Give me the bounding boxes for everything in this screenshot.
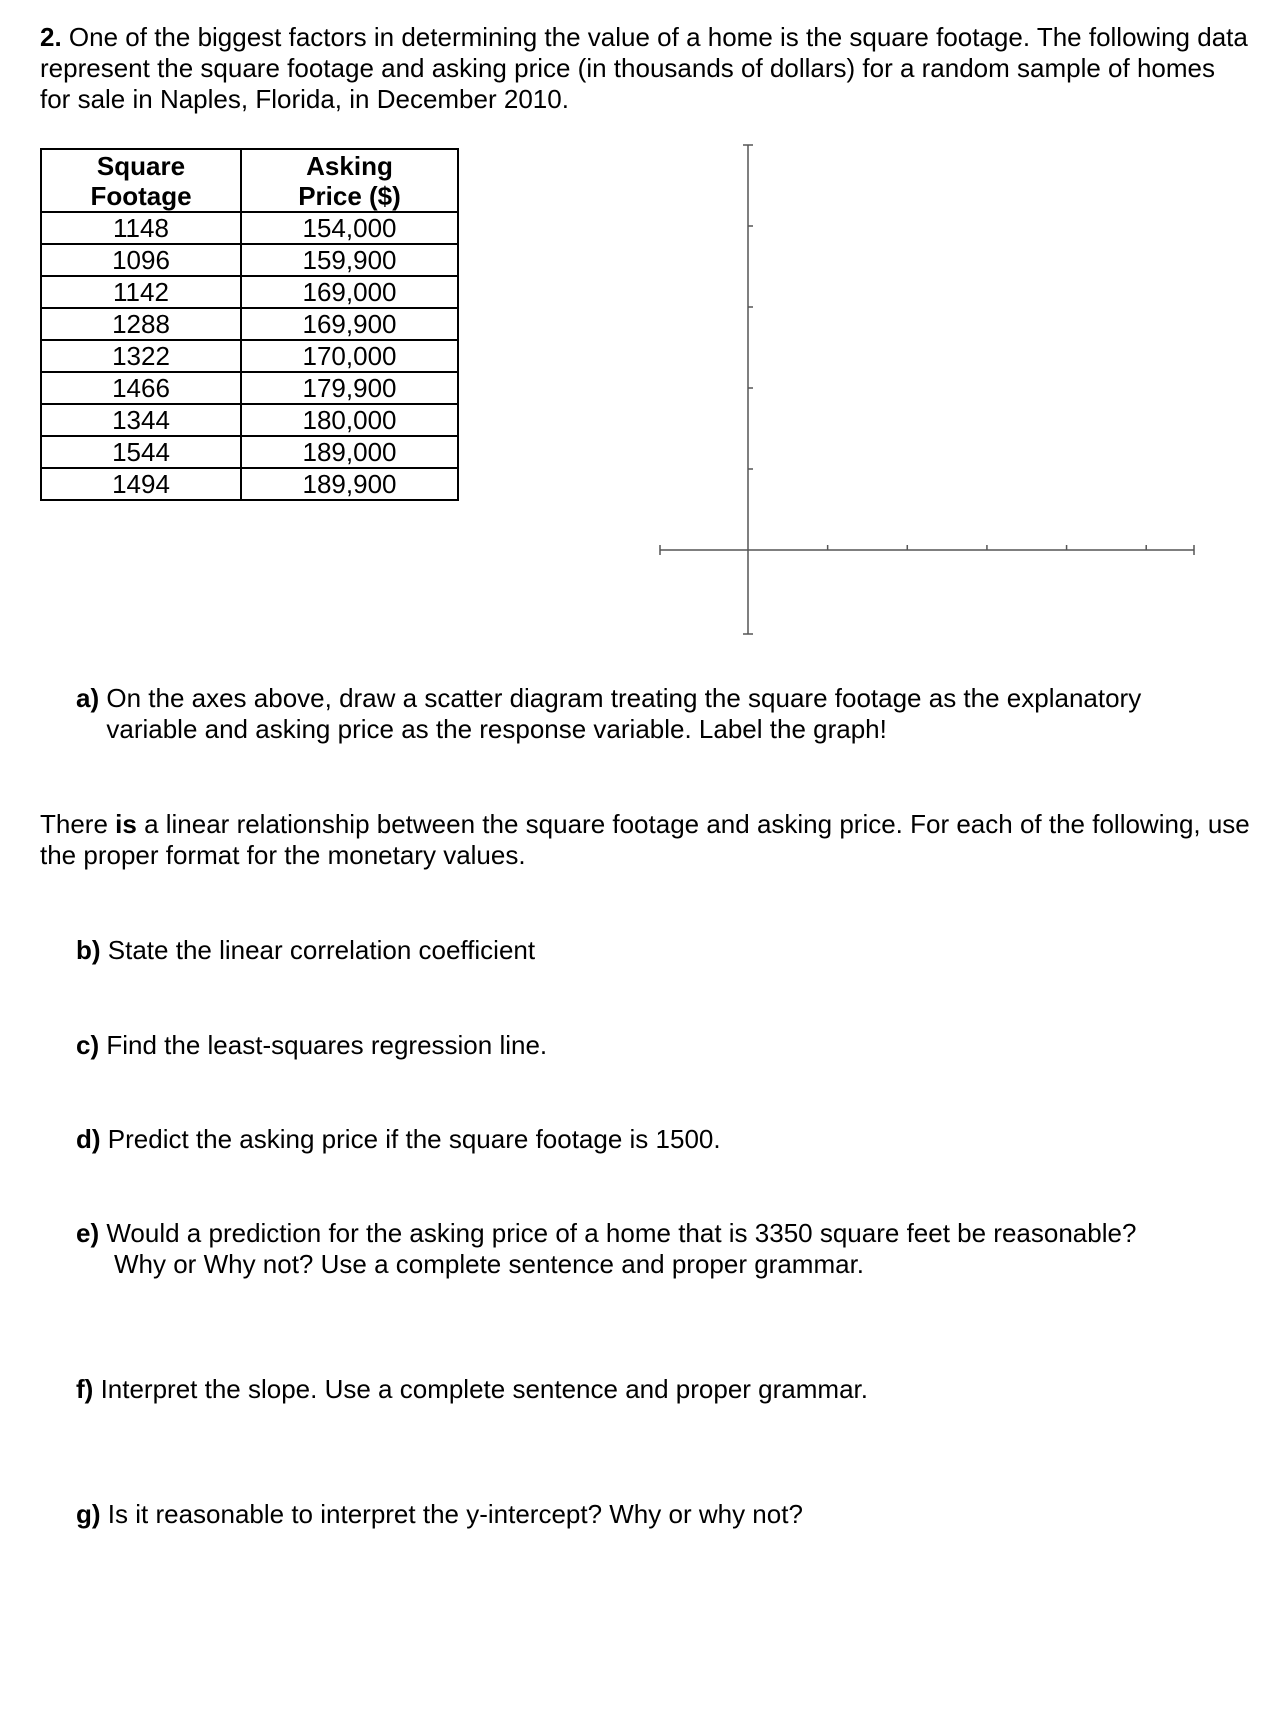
cell-asking-price: 169,900 bbox=[241, 308, 458, 340]
question-label: b) bbox=[76, 935, 101, 965]
question-b bbox=[76, 935, 535, 966]
question-label: g) bbox=[76, 1499, 101, 1529]
question-text-cont: Why or Why not? Use a complete sentence and proper grammar. bbox=[114, 1249, 865, 1279]
cell-asking-price: 189,000 bbox=[241, 436, 458, 468]
question-d bbox=[76, 1124, 721, 1155]
header-line: Price ($) bbox=[298, 181, 401, 211]
cell-square-footage: 1148 bbox=[41, 212, 241, 244]
cell-asking-price: 159,900 bbox=[241, 244, 458, 276]
blank-scatter-axes[interactable] bbox=[0, 0, 1284, 700]
cell-asking-price: 170,000 bbox=[241, 340, 458, 372]
cell-square-footage: 1322 bbox=[41, 340, 241, 372]
cell-square-footage: 1466 bbox=[41, 372, 241, 404]
question-text: Would a prediction for the asking price of a home that is 3350 square feet be reasonable? bbox=[106, 1218, 1137, 1248]
question-f bbox=[76, 1374, 868, 1405]
note-text: a linear relationship between the square footage and asking price. For each of the following, use the proper format for the monetary values. bbox=[40, 809, 1250, 870]
problem-number: 2. bbox=[40, 22, 62, 52]
question-text: State the linear correlation coefficient bbox=[107, 935, 536, 965]
question-label: f) bbox=[76, 1374, 94, 1404]
header-line: Square bbox=[96, 151, 186, 181]
question-label: c) bbox=[76, 1030, 100, 1060]
question-label: a) bbox=[76, 683, 100, 713]
cell-square-footage: 1344 bbox=[41, 404, 241, 436]
cell-asking-price: 180,000 bbox=[241, 404, 458, 436]
header-line: Asking bbox=[306, 151, 393, 181]
question-text: Find the least-squares regression line. bbox=[106, 1030, 548, 1060]
cell-asking-price: 179,900 bbox=[241, 372, 458, 404]
question-text: Predict the asking price if the square footage is 1500. bbox=[107, 1124, 721, 1154]
cell-square-footage: 1544 bbox=[41, 436, 241, 468]
question-text: On the axes above, draw a scatter diagram treating the square footage as the explanatory variable and asking price as the response variable. Label the graph! bbox=[106, 683, 1142, 744]
cell-square-footage: 1096 bbox=[41, 244, 241, 276]
cell-asking-price: 169,000 bbox=[241, 276, 458, 308]
cell-square-footage: 1288 bbox=[41, 308, 241, 340]
question-a bbox=[76, 683, 1256, 745]
cell-square-footage: 1494 bbox=[41, 468, 241, 500]
header-line: Footage bbox=[90, 181, 192, 211]
question-text: Is it reasonable to interpret the y-intercept? Why or why not? bbox=[107, 1499, 803, 1529]
linear-relationship-note bbox=[40, 809, 1270, 871]
note-text: There bbox=[40, 809, 116, 839]
question-e bbox=[76, 1218, 1136, 1280]
problem-text: One of the biggest factors in determining the value of a home is the square footage. The following data represent the square footage and asking price (in thousands of dollars) for a random sample of homes for sale in Naples, Florida, in December 2010. bbox=[40, 22, 1248, 114]
question-c bbox=[76, 1030, 547, 1061]
cell-asking-price: 154,000 bbox=[241, 212, 458, 244]
cell-asking-price: 189,900 bbox=[241, 468, 458, 500]
question-label: e) bbox=[76, 1218, 100, 1248]
question-text: Interpret the slope. Use a complete sentence and proper grammar. bbox=[100, 1374, 868, 1404]
cell-square-footage: 1142 bbox=[41, 276, 241, 308]
question-g bbox=[76, 1499, 803, 1530]
note-emphasis: is bbox=[115, 809, 137, 839]
question-label: d) bbox=[76, 1124, 101, 1154]
